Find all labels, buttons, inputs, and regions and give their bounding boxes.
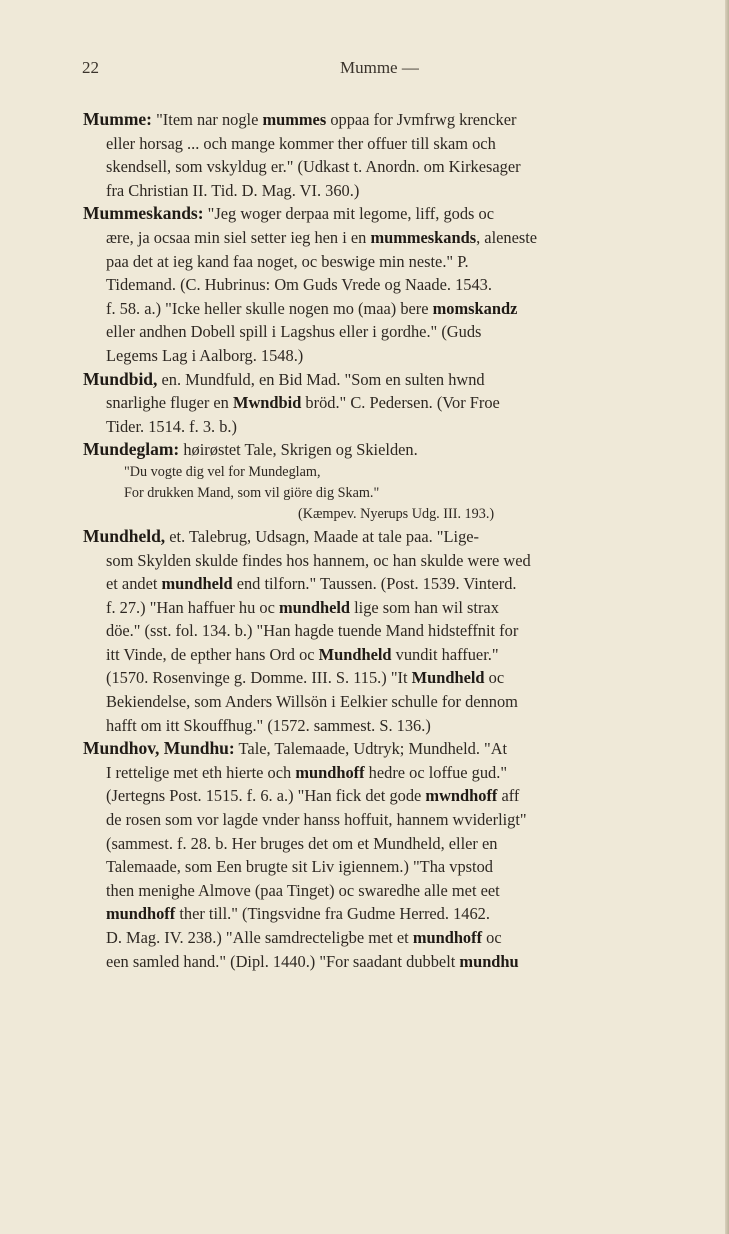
text-run: eller andhen Dobell spill i Lagshus eller i gordhe." (Guds — [106, 322, 482, 342]
text-run: Tale, Talemaade, Udtryk; Mundheld. "At — [234, 739, 508, 759]
entry-first-line — [83, 202, 691, 226]
text-run: Tider. 1514. f. 3. b.) — [106, 416, 237, 436]
text-run: høirøstet Tale, Skrigen og Skielden. — [179, 440, 418, 460]
text-line — [106, 761, 691, 785]
text-line — [106, 132, 691, 156]
page-header — [82, 58, 652, 82]
text-run: bröd." C. Pedersen. (Vor Froe — [301, 393, 500, 413]
text-run: (Jertegns Post. 1515. f. 6. a.) "Han fick det gode — [106, 786, 426, 806]
text-line — [106, 643, 691, 667]
text-run: oc — [484, 668, 505, 688]
text-run: hafft om itt Skouffhug." (1572. sammest. S. 136.) — [106, 715, 431, 735]
emphasized-word: mundhoff — [295, 762, 365, 782]
text-line — [106, 344, 691, 368]
text-line — [106, 155, 691, 179]
text-line — [106, 855, 691, 879]
headword: Mumme: — [83, 109, 153, 129]
quote-line — [124, 462, 691, 483]
text-line — [106, 549, 691, 573]
dictionary-entries — [83, 108, 691, 973]
quote-line — [124, 483, 691, 504]
entry-first-line — [83, 368, 691, 392]
text-run: For drukken Mand, som vil giöre dig Skam." — [124, 484, 380, 501]
emphasized-word: mundhoff — [412, 928, 483, 947]
emphasized-word: Mwndbid — [232, 393, 302, 413]
text-line — [106, 320, 691, 344]
text-run: Tidemand. (C. Hubrinus: Om Guds Vrede og Naade. 1543. — [106, 275, 492, 295]
text-line — [106, 415, 691, 439]
text-run: , aleneste — [476, 227, 538, 247]
emphasized-word: mundheld — [278, 597, 351, 617]
entry-first-line — [83, 438, 691, 462]
emphasized-word: mundhoff — [106, 904, 176, 924]
emphasized-word: mundheld — [161, 574, 233, 594]
quote-line — [298, 504, 691, 525]
emphasized-word: mummeskands — [370, 227, 477, 247]
text-line — [106, 926, 691, 950]
text-line — [106, 596, 691, 620]
text-run: ære, ja ocsaa min siel setter ieg hen i en — [106, 227, 371, 247]
text-line — [106, 273, 691, 297]
text-run: vundit haffuer." — [391, 644, 499, 664]
text-line — [106, 950, 691, 974]
text-run: (1570. Rosenvinge g. Domme. III. S. 115.) "It — [106, 668, 412, 688]
text-run: paa det at ieg kand faa noget, oc beswige min neste." P. — [106, 251, 469, 271]
text-run: (Kæmpev. Nyerups Udg. III. 193.) — [298, 505, 495, 522]
text-run: lige som han wil strax — [350, 597, 499, 617]
text-line — [106, 619, 691, 643]
text-line — [106, 572, 691, 596]
running-head: Mumme — — [340, 58, 419, 77]
text-line — [106, 879, 691, 903]
text-run: eller horsag ... och mange kommer ther offuer till skam och — [106, 133, 496, 153]
headword: Mundhov, Mundhu: — [83, 738, 235, 759]
text-run: et. Talebrug, Udsagn, Maade at tale paa. "Lige- — [165, 526, 479, 546]
headword: Mummeskands: — [83, 203, 204, 224]
text-run: Talemaade, som Een brugte sit Liv igiennem.) "Tha vpstod — [106, 857, 493, 877]
text-line — [106, 226, 691, 250]
entry-first-line — [83, 108, 691, 132]
text-run: et andet — [106, 574, 162, 594]
text-run: hedre oc loffue gud." — [364, 762, 508, 782]
text-line — [106, 250, 691, 274]
text-run: som Skylden skulde findes hos hannem, oc han skulde were wed — [106, 550, 531, 570]
text-run: itt Vinde, de epther hans Ord oc — [106, 644, 319, 664]
text-run: aff — [497, 786, 520, 806]
emphasized-word: mummes — [262, 110, 327, 129]
text-line — [106, 832, 691, 856]
headword: Mundeglam: — [83, 439, 180, 460]
emphasized-word: mwndhoff — [425, 786, 498, 806]
text-line — [106, 784, 691, 808]
emphasized-word: Mundheld — [318, 644, 392, 664]
text-run: en. Mundfuld, en Bid Mad. "Som en sulten hwnd — [157, 369, 485, 389]
text-line — [106, 666, 691, 690]
text-line — [106, 391, 691, 415]
text-run: f. 58. a.) "Icke heller skulle nogen mo (maa) bere — [106, 298, 433, 318]
page-edge — [725, 0, 729, 1234]
text-line — [106, 808, 691, 832]
text-run: end tilforn." Taussen. (Post. 1539. Vinterd. — [232, 574, 517, 594]
text-run: "Item nar nogle — [152, 110, 263, 129]
text-run: (sammest. f. 28. b. Her bruges det om et Mundheld, eller en — [106, 833, 498, 853]
text-run: D. Mag. IV. 238.) "Alle samdrecteligbe met et — [106, 928, 413, 947]
text-run: I rettelige met eth hierte och — [106, 762, 296, 782]
headword: Mundheld, — [83, 525, 166, 546]
text-run: Legems Lag i Aalborg. 1548.) — [106, 345, 304, 365]
emphasized-word: Mundheld — [411, 668, 485, 688]
text-run: f. 27.) "Han haffuer hu oc — [106, 597, 279, 617]
text-run: snarlighe fluger en — [106, 393, 233, 413]
text-run: Bekiendelse, som Anders Willsön i Eelkier schulle for dennom — [106, 692, 518, 712]
text-run: "Du vogte dig vel for Mundeglam, — [124, 463, 321, 480]
text-run: skendsell, som vskyldug er." (Udkast t. Anordn. om Kirkesager — [106, 157, 521, 177]
text-line — [106, 179, 691, 203]
text-run: een samled hand." (Dipl. 1440.) "For saadant dubbelt — [106, 951, 460, 971]
text-run: oppaa for Jvmfrwg krencker — [326, 110, 517, 129]
page-number: 22 — [82, 58, 99, 77]
text-run: ther till." (Tingsvidne fra Gudme Herred. 1462. — [175, 904, 490, 924]
text-run: oc — [482, 928, 502, 947]
text-run: "Jeg woger derpaa mit legome, liff, gods oc — [203, 204, 494, 224]
text-run: döe." (sst. fol. 134. b.) "Han hagde tuende Mand hidsteffnit for — [106, 621, 519, 641]
emphasized-word: momskandz — [432, 298, 518, 318]
entry-first-line — [83, 737, 691, 761]
emphasized-word: mundhu — [459, 951, 519, 971]
headword: Mundbid, — [83, 368, 158, 389]
entry-first-line — [83, 525, 691, 549]
text-line — [106, 690, 691, 714]
text-run: fra Christian II. Tid. D. Mag. VI. 360.) — [106, 180, 360, 200]
text-line — [106, 714, 691, 738]
text-run: then menighe Almove (paa Tinget) oc swaredhe alle met eet — [106, 880, 500, 900]
text-line — [106, 902, 691, 926]
text-line — [106, 297, 691, 321]
text-run: de rosen som vor lagde vnder hanss hoffuit, hannem wviderligt" — [106, 810, 527, 830]
